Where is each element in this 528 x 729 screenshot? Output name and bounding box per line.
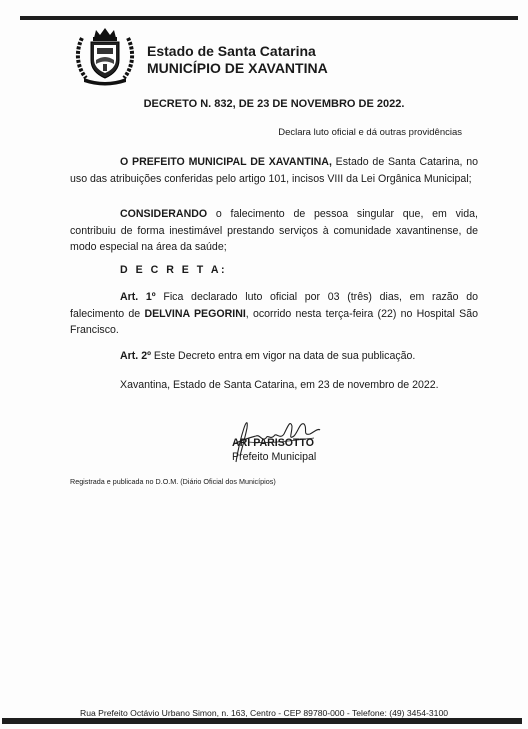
article-1-label: Art. 1º [120,291,156,303]
decreta-heading: D E C R E T A: [120,264,227,276]
signer-title: Prefeito Municipal [232,451,317,463]
state-name: Estado de Santa Catarina [147,43,316,59]
article-2-label: Art. 2º [120,350,151,362]
article-1-text-a: Fica declarado luto oficial por 03 (três) dias, em razão do falecimento de [70,291,478,320]
considering-text: o falecimento de pessoa singular que, em vida, contribuiu de forma inestimável prestando serviços à comunidade xavantinense, de modo especial na área da saúde; [70,208,478,253]
place-and-date: Xavantina, Estado de Santa Catarina, em 23 de novembro de 2022. [120,379,439,391]
decree-title: DECRETO N. 832, DE 23 DE NOVEMBRO DE 2022. [143,98,405,110]
footer-address: Rua Prefeito Octávio Urbano Simon, n. 163, Centro - CEP 89780-000 - Telefone: (49) 3454-3100 [80,708,448,718]
decree-summary: Declara luto oficial e dá outras providências [278,127,462,138]
article-2 [120,350,415,362]
preamble-bold: O PREFEITO MUNICIPAL DE XAVANTINA, [120,156,332,168]
preamble-paragraph [70,154,478,187]
article-1-text-b: , ocorrido nesta terça-feira (22) no Hospital São Francisco. [70,307,478,336]
considering-bold: CONSIDERANDO [120,208,208,220]
top-rule [20,16,518,20]
bottom-rule [2,718,522,724]
preamble-text: Estado de Santa Catarina, no uso das atribuições conferidas pelo artigo 101, incisos VIII da Lei Orgânica Municipal; [70,156,478,185]
signer-name: ARI PARISOTTO [232,437,315,449]
article-2-text: Este Decreto entra em vigor na data de sua publicação. [150,350,416,362]
deceased-name: DELVINA PEGORINI [144,307,246,320]
header-text [147,43,328,77]
municipality-name: MUNICÍPIO DE XAVANTINA [147,60,328,76]
considering-paragraph [70,206,478,256]
registration-note: Registrada e publicada no D.O.M. (Diário Oficial dos Municípios) [70,477,276,486]
article-1 [70,289,478,339]
municipal-crest-icon [74,26,136,86]
